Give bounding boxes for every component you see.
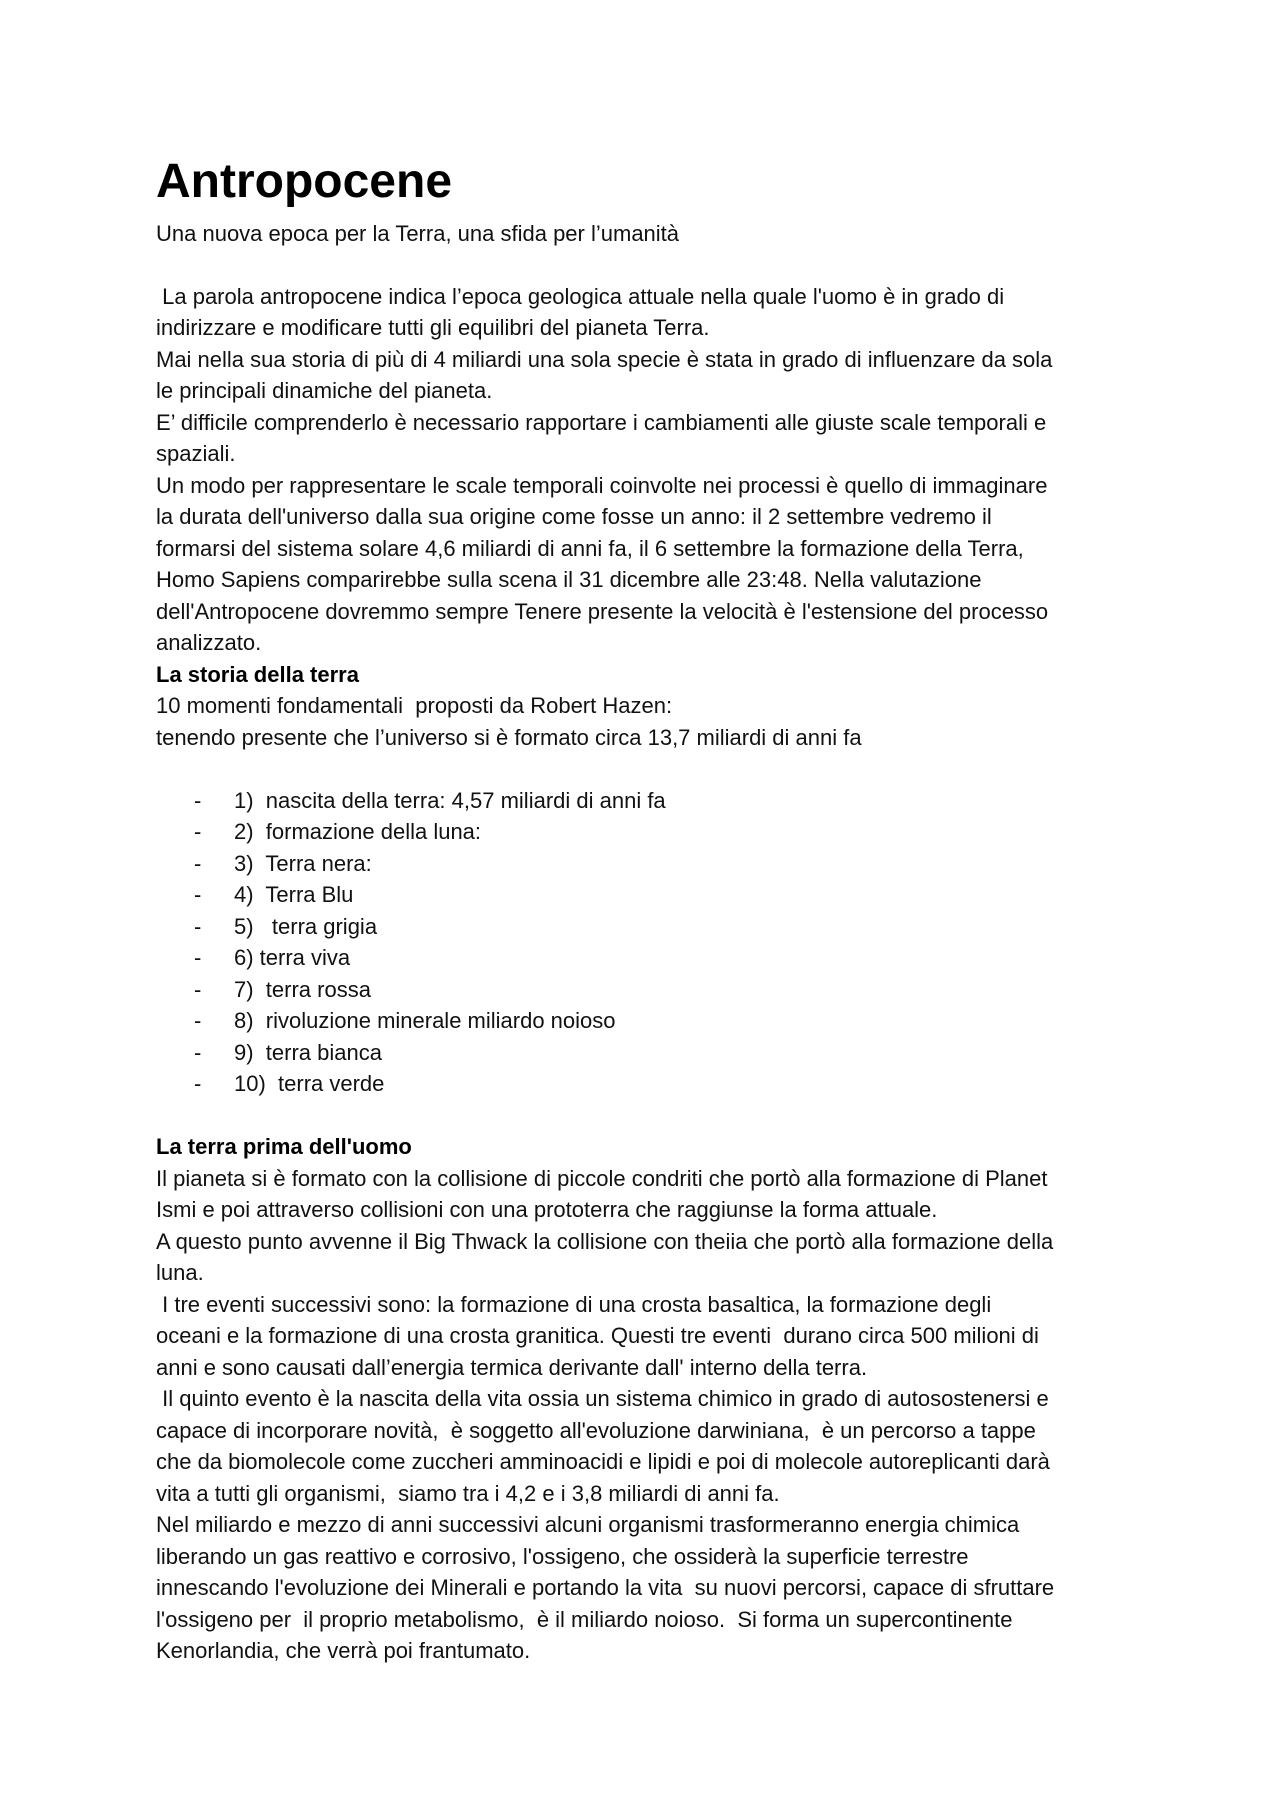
list-dash: -	[194, 945, 202, 970]
text-line: innescando l'evoluzione dei Minerali e portando la vita su nuovi percorsi, capace di sfruttare	[156, 1575, 1055, 1600]
text-line: A questo punto avvenne il Big Thwack la collisione con theiia che portò alla formazione della	[156, 1228, 1054, 1254]
text-line: luna.	[156, 1260, 204, 1285]
blank-line	[156, 1100, 1136, 1132]
text-line: la durata dell'universo dalla sua origine come fosse un anno: il 2 settembre vedremo il	[156, 504, 992, 529]
text-line: anni e sono causati dall’energia termica derivante dall' interno della terra.	[156, 1354, 868, 1380]
blank-line	[156, 753, 1136, 785]
text-line: che da biomolecole come zuccheri amminoacidi e lipidi e poi di molecole autoreplicanti darà	[156, 1449, 1050, 1474]
intro-paragraph	[156, 281, 1136, 659]
list-item	[156, 1068, 1136, 1100]
list-dash: -	[194, 1008, 202, 1033]
list-dash: -	[194, 1039, 202, 1065]
list-dash: -	[194, 1071, 202, 1096]
text-line: vita a tutti gli organismi, siamo tra i 4,2 e i 3,8 miliardi di anni fa.	[156, 1480, 780, 1506]
list-item	[156, 816, 1136, 848]
list-item-text: 10) terra verde	[234, 1071, 385, 1096]
page-subtitle: Una nuova epoca per la Terra, una sfida per l’umanità	[156, 221, 680, 246]
list-dash: -	[194, 913, 202, 939]
list-item	[156, 879, 1136, 911]
list-item-text: 1) nascita della terra: 4,57 miliardi di anni fa	[234, 787, 666, 813]
text-line: Ismi e poi attraverso collisioni con una prototerra che raggiunse la forma attuale.	[156, 1197, 938, 1222]
text-line: l'ossigeno per il proprio metabolismo, è il miliardo noioso. Si forma un supercontinente	[156, 1606, 1013, 1632]
text-line: Il pianeta si è formato con la collisione di piccole condriti che portò alla formazione di Planet	[156, 1165, 1048, 1191]
text-line: tenendo presente che l’universo si è formato circa 13,7 miliardi di anni fa	[156, 724, 862, 750]
moments-list	[156, 785, 1136, 1100]
section-heading-terra-prima: La terra prima dell'uomo	[156, 1134, 412, 1159]
text-line: Un modo per rappresentare le scale temporali coinvolte nei processi è quello di immaginare	[156, 472, 1048, 498]
section-terra-prima-body	[156, 1163, 1136, 1667]
list-item-text: 5) terra grigia	[234, 913, 378, 939]
text-line: 10 momenti fondamentali proposti da Robert Hazen:	[156, 693, 673, 718]
list-item-text: 4) Terra Blu	[234, 882, 354, 907]
list-dash: -	[194, 787, 202, 813]
list-item	[156, 785, 1136, 817]
text-line: dell'Antropocene dovremmo sempre Tenere presente la velocità è l'estensione del processo	[156, 598, 1049, 624]
text-line: Homo Sapiens comparirebbe sulla scena il 31 dicembre alle 23:48. Nella valutazione	[156, 567, 982, 592]
text-line: La parola antropocene indica l’epoca geologica attuale nella quale l'uomo è in grado di	[156, 283, 1005, 309]
page-title: Antropocene	[156, 155, 453, 208]
text-line: indirizzare e modificare tutti gli equilibri del pianeta Terra.	[156, 315, 710, 340]
list-dash: -	[194, 882, 202, 907]
list-item-text: 6) terra viva	[234, 945, 351, 970]
blank-line	[156, 249, 1136, 281]
text-line: oceani e la formazione di una crosta granitica. Questi tre eventi durano circa 500 milioni di	[156, 1323, 1039, 1348]
list-item	[156, 974, 1136, 1006]
list-dash: -	[194, 819, 202, 844]
text-line: Nel miliardo e mezzo di anni successivi alcuni organismi trasformeranno energia chimica	[156, 1512, 1020, 1537]
list-item-text: 2) formazione della luna:	[234, 819, 482, 844]
list-dash: -	[194, 850, 202, 876]
list-item-text: 9) terra bianca	[234, 1039, 382, 1065]
text-line: Mai nella sua storia di più di 4 miliardi una sola specie è stata in grado di influenzare da sola	[156, 346, 1053, 372]
list-item	[156, 911, 1136, 943]
text-line: E’ difficile comprenderlo è necessario rapportare i cambiamenti alle giuste scale temporali e	[156, 409, 1047, 435]
list-item-text: 7) terra rossa	[234, 976, 371, 1002]
text-line: Il quinto evento è la nascita della vita ossia un sistema chimico in grado di autosostenersi e	[156, 1386, 1049, 1411]
text-line: le principali dinamiche del pianeta.	[156, 378, 493, 403]
list-item-text: 3) Terra nera:	[234, 850, 372, 876]
text-line: formarsi del sistema solare 4,6 miliardi di anni fa, il 6 settembre la formazione della Terra,	[156, 535, 1024, 561]
list-item-text: 8) rivoluzione minerale miliardo noioso	[234, 1008, 616, 1033]
list-dash: -	[194, 976, 202, 1002]
text-line: analizzato.	[156, 630, 262, 655]
text-line: Kenorlandia, che verrà poi frantumato.	[156, 1638, 531, 1663]
section-heading-storia: La storia della terra	[156, 661, 359, 687]
text-line: spaziali.	[156, 441, 236, 466]
text-line: capace di incorporare novità, è soggetto all'evoluzione darwiniana, è un percorso a tappe	[156, 1417, 1036, 1443]
list-item	[156, 1037, 1136, 1069]
document-page	[156, 152, 1136, 1667]
list-item	[156, 848, 1136, 880]
list-item	[156, 942, 1136, 974]
section-storia-intro	[156, 690, 1136, 753]
text-line: liberando un gas reattivo e corrosivo, l'ossigeno, che ossiderà la superficie terrestre	[156, 1543, 969, 1569]
list-item	[156, 1005, 1136, 1037]
text-line: I tre eventi successivi sono: la formazione di una crosta basaltica, la formazione degli	[156, 1291, 992, 1317]
